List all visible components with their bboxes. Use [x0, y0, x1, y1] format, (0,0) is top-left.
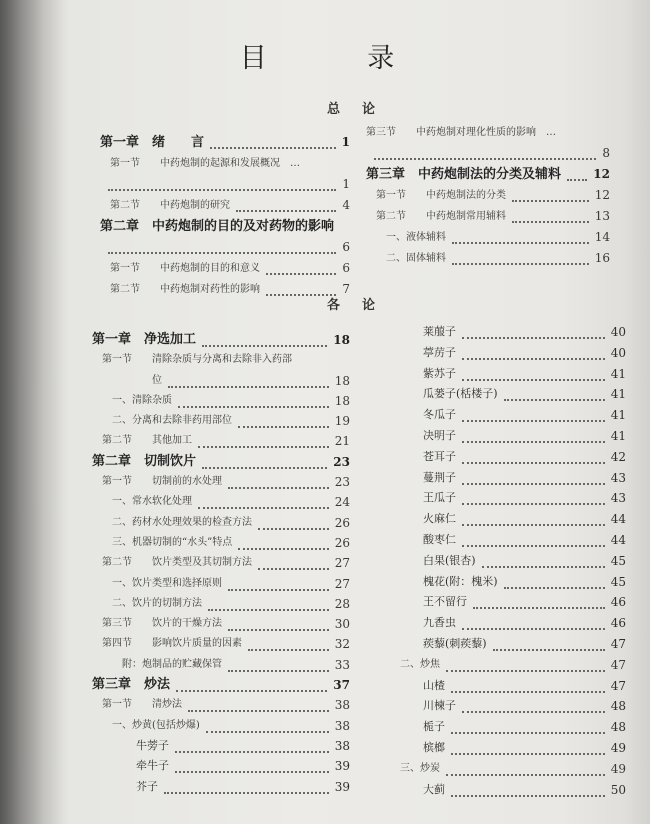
toc-entry-page: 23: [333, 454, 350, 469]
toc-entry: [390, 696, 626, 717]
toc-leader-dots: [451, 690, 605, 693]
toc-entry: [366, 185, 610, 206]
toc-leader-dots: [446, 773, 605, 776]
book-spine-shadow: [0, 0, 62, 824]
toc-entry-page: 39: [334, 779, 350, 794]
toc-entry: [390, 634, 626, 655]
toc-leader-dots: [462, 461, 605, 464]
toc-leader-dots: [493, 648, 605, 651]
toc-leader-dots: [512, 220, 589, 223]
toc-leader-dots: [168, 385, 329, 388]
toc-leader-dots: [198, 445, 329, 448]
toc-leader-dots: [202, 466, 327, 469]
toc-leader-dots: [208, 608, 329, 611]
toc-entry-title: 第一节 中药炮制法的分类: [366, 190, 506, 201]
toc-leader-dots: [512, 199, 589, 202]
toc-leader-dots: [248, 648, 329, 651]
toc-entry-title: 第三章 炒法: [92, 677, 171, 693]
toc-leader-dots: [462, 482, 605, 485]
toc-entry: [92, 614, 350, 634]
toc-entry-page: 41: [610, 387, 626, 402]
toc-entry-title: 蒺藜(刺蒺藜): [390, 636, 487, 650]
toc-entry: [390, 447, 626, 468]
toc-leader-dots: [462, 710, 605, 713]
toc-entry-page: 42: [610, 449, 626, 464]
toc-entry: [92, 472, 350, 492]
toc-entry-page: 48: [610, 699, 626, 714]
toc-entry-page: 38: [334, 718, 350, 733]
toc-entry-page: 43: [610, 470, 626, 485]
toc-entry: [366, 248, 610, 269]
toc-entry-title: 一、常水软化处理: [92, 496, 192, 508]
toc-entry-title: 第三节 饮片的干燥方法: [92, 618, 222, 630]
toc-leader-dots: [228, 669, 329, 672]
page-edge-shade: [626, 0, 650, 824]
toc-entry: [390, 592, 626, 613]
toc-entry: [390, 488, 626, 509]
toc-entry: [92, 736, 350, 756]
toc-entry-title: 第一节 切制前的水处理: [92, 476, 222, 488]
toc-entry-title: 第二节 中药炮制对药性的影响: [100, 284, 260, 295]
toc-entry-title: 王瓜子: [390, 491, 456, 505]
toc-entry-title: 一、清除杂质: [92, 394, 172, 406]
toc-leader-dots: [176, 689, 327, 692]
toc-entry: [390, 613, 626, 634]
toc-entry: [92, 431, 350, 451]
toc-leader-dots: [567, 178, 587, 181]
toc-entry-title: 二、炒焦: [390, 658, 440, 670]
toc-entry: [390, 509, 626, 530]
toc-entry-title: 第二节 饮片类型及其切制方法: [92, 557, 252, 569]
toc-entry-page: 30: [334, 617, 350, 632]
toc-entry-title: 槐花(附：槐米): [390, 574, 498, 588]
toc-entry: [100, 195, 350, 216]
toc-entry: [390, 551, 626, 572]
toc-entry: [100, 174, 350, 195]
toc-entry: [390, 759, 626, 780]
toc-entry-page: 44: [610, 532, 626, 547]
page-title: 目 录: [239, 43, 441, 74]
toc-entry-title: 第二节 中药炮制常用辅料: [366, 211, 506, 222]
toc-leader-dots: [504, 586, 605, 589]
toc-leader-dots: [451, 731, 605, 734]
toc-leader-dots: [108, 188, 336, 191]
toc-entry-page: 16: [594, 251, 610, 265]
toc-entry-title: 第三章 中药炮制法的分类及辅料: [366, 167, 562, 182]
toc-entry-page: 4: [342, 198, 350, 212]
toc-entry: [92, 411, 350, 431]
toc-entry-title: 苍耳子: [390, 449, 456, 463]
toc-entry: [100, 216, 350, 237]
toc-entry: [100, 237, 350, 258]
toc-entry-page: 1: [342, 177, 350, 191]
toc-entry-title: 三、机器切制的“水头”特点: [92, 536, 233, 548]
toc-entry-title: 第一章 净选加工: [92, 332, 197, 347]
toc-entry-title: 葶苈子: [390, 345, 456, 359]
toc-leader-dots: [452, 241, 589, 244]
toc-entry: [92, 634, 350, 654]
toc-entry-title: 二、药材水处理效果的检查方法: [92, 516, 252, 528]
toc-entry-page: 26: [334, 515, 350, 530]
toc-leader-dots: [473, 606, 605, 609]
toc-leader-dots: [202, 344, 327, 347]
toc-entry-page: 47: [610, 636, 626, 651]
toc-entry: [390, 468, 626, 489]
toc-entry-page: 18: [334, 393, 350, 408]
toc-leader-dots: [462, 419, 605, 422]
toc-entry-page: 24: [334, 495, 350, 510]
toc-leader-dots: [266, 272, 336, 275]
toc-leader-dots: [452, 262, 589, 265]
section-heading-specific: 各论: [327, 298, 398, 313]
toc-entry: [92, 391, 350, 411]
toc-entry: [92, 330, 350, 350]
toc-column-general-right: [366, 122, 610, 269]
toc-entry-title: 二、固体辅料: [366, 253, 446, 264]
toc-entry-page: 41: [610, 428, 626, 443]
toc-entry-page: 49: [610, 761, 626, 776]
toc-entry: [366, 122, 610, 143]
toc-entry-title: 白果(银杏): [390, 553, 476, 567]
toc-entry-title: 莱菔子: [390, 325, 456, 338]
toc-entry-page: 39: [334, 759, 350, 774]
toc-entry-title: 川楝子: [390, 699, 456, 713]
toc-entry-title: 二、分离和去除非药用部位: [92, 415, 232, 427]
toc-entry-title: 第一节 清除杂质与分离和去除非入药部: [92, 354, 292, 366]
toc-entry: [92, 675, 350, 695]
toc-entry-title: 一、炒黄(包括炒爆): [92, 719, 200, 731]
toc-entry: [92, 533, 350, 553]
toc-entry-page: 21: [334, 434, 350, 449]
toc-entry-title: 大蓟: [390, 782, 445, 796]
toc-entry-page: 46: [610, 616, 626, 631]
toc-leader-dots: [175, 770, 329, 773]
toc-entry: [390, 384, 626, 405]
section-heading-general: 总论: [327, 102, 398, 117]
toc-entry-title: 芥子: [92, 779, 158, 793]
toc-leader-dots: [504, 398, 605, 401]
toc-entry-page: 14: [594, 230, 610, 244]
toc-entry: [92, 371, 350, 391]
toc-entry-title: 第二节 其他加工: [92, 435, 192, 447]
toc-entry-page: 40: [610, 325, 626, 339]
toc-leader-dots: [451, 794, 605, 797]
toc-entry-title: 九香虫: [390, 616, 456, 630]
toc-entry-title: 第一节 中药炮制的起源和发展概况 …: [100, 158, 300, 169]
toc-entry-page: 13: [594, 209, 610, 223]
toc-entry-page: 27: [334, 556, 350, 571]
toc-entry-title: 栀子: [390, 720, 445, 734]
toc-column-specific-right: [390, 322, 626, 800]
toc-entry-title: 第二章 中药炮制的目的及对药物的影响: [100, 219, 335, 234]
toc-entry-title: 附：炮制品的贮藏保管: [92, 658, 222, 670]
toc-leader-dots: [175, 750, 329, 753]
toc-entry-title: 第一章 绪 言: [100, 135, 205, 150]
toc-entry-title: 第三节 中药炮制对理化性质的影响 …: [366, 127, 556, 138]
toc-entry: [92, 492, 350, 512]
toc-entry: [390, 426, 626, 447]
toc-leader-dots: [228, 628, 329, 631]
toc-entry-title: 决明子: [390, 428, 456, 442]
toc-entry-title: 第一节 清炒法: [92, 699, 182, 711]
toc-entry: [100, 153, 350, 174]
toc-entry-page: 18: [334, 373, 350, 388]
toc-entry-title: 王不留行: [390, 595, 467, 609]
toc-entry-page: 45: [610, 553, 626, 568]
toc-leader-dots: [258, 567, 329, 570]
toc-leader-dots: [228, 486, 329, 489]
toc-leader-dots: [198, 506, 329, 509]
toc-entry-page: 46: [610, 595, 626, 610]
toc-entry-page: 49: [610, 740, 626, 755]
toc-entry-title: 第二章 切制饮片: [92, 453, 197, 469]
toc-leader-dots: [236, 209, 336, 212]
toc-entry: [366, 206, 610, 227]
toc-entry-title: 酸枣仁: [390, 532, 456, 546]
toc-entry-page: 19: [334, 414, 350, 429]
toc-entry: [92, 695, 350, 715]
toc-entry-title: 牛蒡子: [92, 738, 169, 752]
toc-leader-dots: [228, 588, 329, 591]
toc-entry-title: 紫苏子: [390, 366, 456, 380]
toc-entry-page: 8: [602, 146, 610, 160]
toc-leader-dots: [178, 405, 329, 408]
toc-entry: [366, 164, 610, 185]
toc-entry-page: 47: [610, 678, 626, 693]
toc-entry: [390, 676, 626, 697]
toc-entry-page: 1: [341, 135, 350, 149]
toc-entry-title: 第二节 中药炮制的研究: [100, 200, 230, 211]
toc-entry-page: 45: [610, 574, 626, 589]
toc-entry-page: 37: [333, 678, 350, 693]
toc-entry-page: 12: [593, 167, 610, 181]
toc-entry: [92, 574, 350, 594]
toc-entry-title: 蔓荆子: [390, 470, 456, 484]
toc-entry: [92, 452, 350, 472]
toc-entry: [100, 258, 350, 279]
toc-entry-title: 第一节 中药炮制的目的和意义: [100, 263, 260, 274]
toc-leader-dots: [206, 730, 329, 733]
toc-entry-title: 第四节 影响饮片质量的因素: [92, 638, 242, 650]
toc-entry-page: 48: [610, 720, 626, 735]
toc-leader-dots: [446, 669, 605, 672]
toc-entry: [366, 227, 610, 248]
toc-entry-title: 槟榔: [390, 740, 445, 754]
toc-entry-page: 18: [333, 333, 350, 347]
toc-entry: [92, 350, 350, 370]
toc-leader-dots: [482, 565, 605, 568]
toc-entry-page: 7: [342, 282, 350, 296]
toc-entry: [390, 530, 626, 551]
toc-leader-dots: [462, 378, 605, 381]
toc-entry: [390, 322, 626, 343]
toc-leader-dots: [462, 523, 605, 526]
toc-leader-dots: [266, 293, 336, 296]
toc-leader-dots: [462, 544, 605, 547]
toc-entry: [390, 405, 626, 426]
toc-leader-dots: [451, 752, 605, 755]
toc-entry-page: 38: [334, 738, 350, 753]
toc-column-specific-left: [92, 330, 350, 797]
toc-entry-page: 50: [610, 782, 626, 797]
toc-entry: [92, 716, 350, 736]
toc-entry-page: 41: [610, 408, 626, 423]
toc-entry-title: 火麻仁: [390, 512, 456, 526]
toc-entry: [92, 655, 350, 675]
toc-entry-page: 12: [594, 188, 610, 202]
toc-leader-dots: [238, 425, 329, 428]
toc-leader-dots: [164, 791, 329, 794]
toc-entry-page: 40: [610, 345, 626, 360]
toc-entry-page: 23: [334, 475, 350, 490]
toc-entry-title: 山楂: [390, 678, 445, 692]
toc-entry-page: 27: [334, 576, 350, 591]
toc-entry: [390, 364, 626, 385]
toc-entry-title: 三、炒炭: [390, 762, 440, 774]
toc-leader-dots: [210, 146, 336, 149]
toc-entry: [92, 553, 350, 573]
toc-entry: [390, 738, 626, 759]
toc-entry-page: 44: [610, 512, 626, 527]
toc-leader-dots: [108, 251, 336, 254]
toc-entry: [390, 343, 626, 364]
toc-entry-title: 二、饮片的切制方法: [92, 597, 202, 609]
toc-entry: [100, 132, 350, 153]
toc-entry: [92, 777, 350, 797]
toc-entry: [92, 756, 350, 776]
toc-entry-page: 41: [610, 366, 626, 381]
toc-entry: [390, 655, 626, 676]
toc-entry-title: 位: [92, 374, 162, 386]
toc-entry-page: 6: [342, 240, 350, 254]
toc-entry: [92, 513, 350, 533]
toc-entry: [100, 279, 350, 300]
toc-entry: [390, 780, 626, 801]
toc-entry-title: 冬瓜子: [390, 408, 456, 422]
toc-leader-dots: [238, 547, 329, 550]
toc-entry-title: 牵牛子: [92, 759, 169, 773]
toc-leader-dots: [374, 157, 596, 160]
toc-entry: [92, 594, 350, 614]
toc-entry-page: 38: [334, 698, 350, 713]
toc-entry-page: 6: [342, 261, 350, 275]
toc-entry-page: 26: [334, 535, 350, 550]
toc-entry: [366, 143, 610, 164]
toc-leader-dots: [188, 709, 329, 712]
toc-entry-page: 47: [610, 657, 626, 672]
toc-entry-page: 28: [334, 596, 350, 611]
toc-leader-dots: [258, 527, 329, 530]
toc-leader-dots: [462, 336, 605, 339]
toc-entry-page: 33: [334, 657, 350, 672]
toc-leader-dots: [462, 440, 605, 443]
toc-leader-dots: [462, 357, 605, 360]
toc-entry: [390, 717, 626, 738]
toc-entry-page: 43: [610, 491, 626, 506]
toc-leader-dots: [462, 627, 605, 630]
toc-leader-dots: [462, 502, 605, 505]
toc-entry: [390, 572, 626, 593]
toc-entry-title: 瓜蒌子(栝楼子): [390, 387, 498, 401]
toc-entry-title: 一、液体辅料: [366, 232, 446, 243]
toc-entry-page: 32: [334, 637, 350, 652]
toc-entry-title: 一、饮片类型和选择原则: [92, 577, 222, 589]
toc-column-general-left: [100, 132, 350, 300]
